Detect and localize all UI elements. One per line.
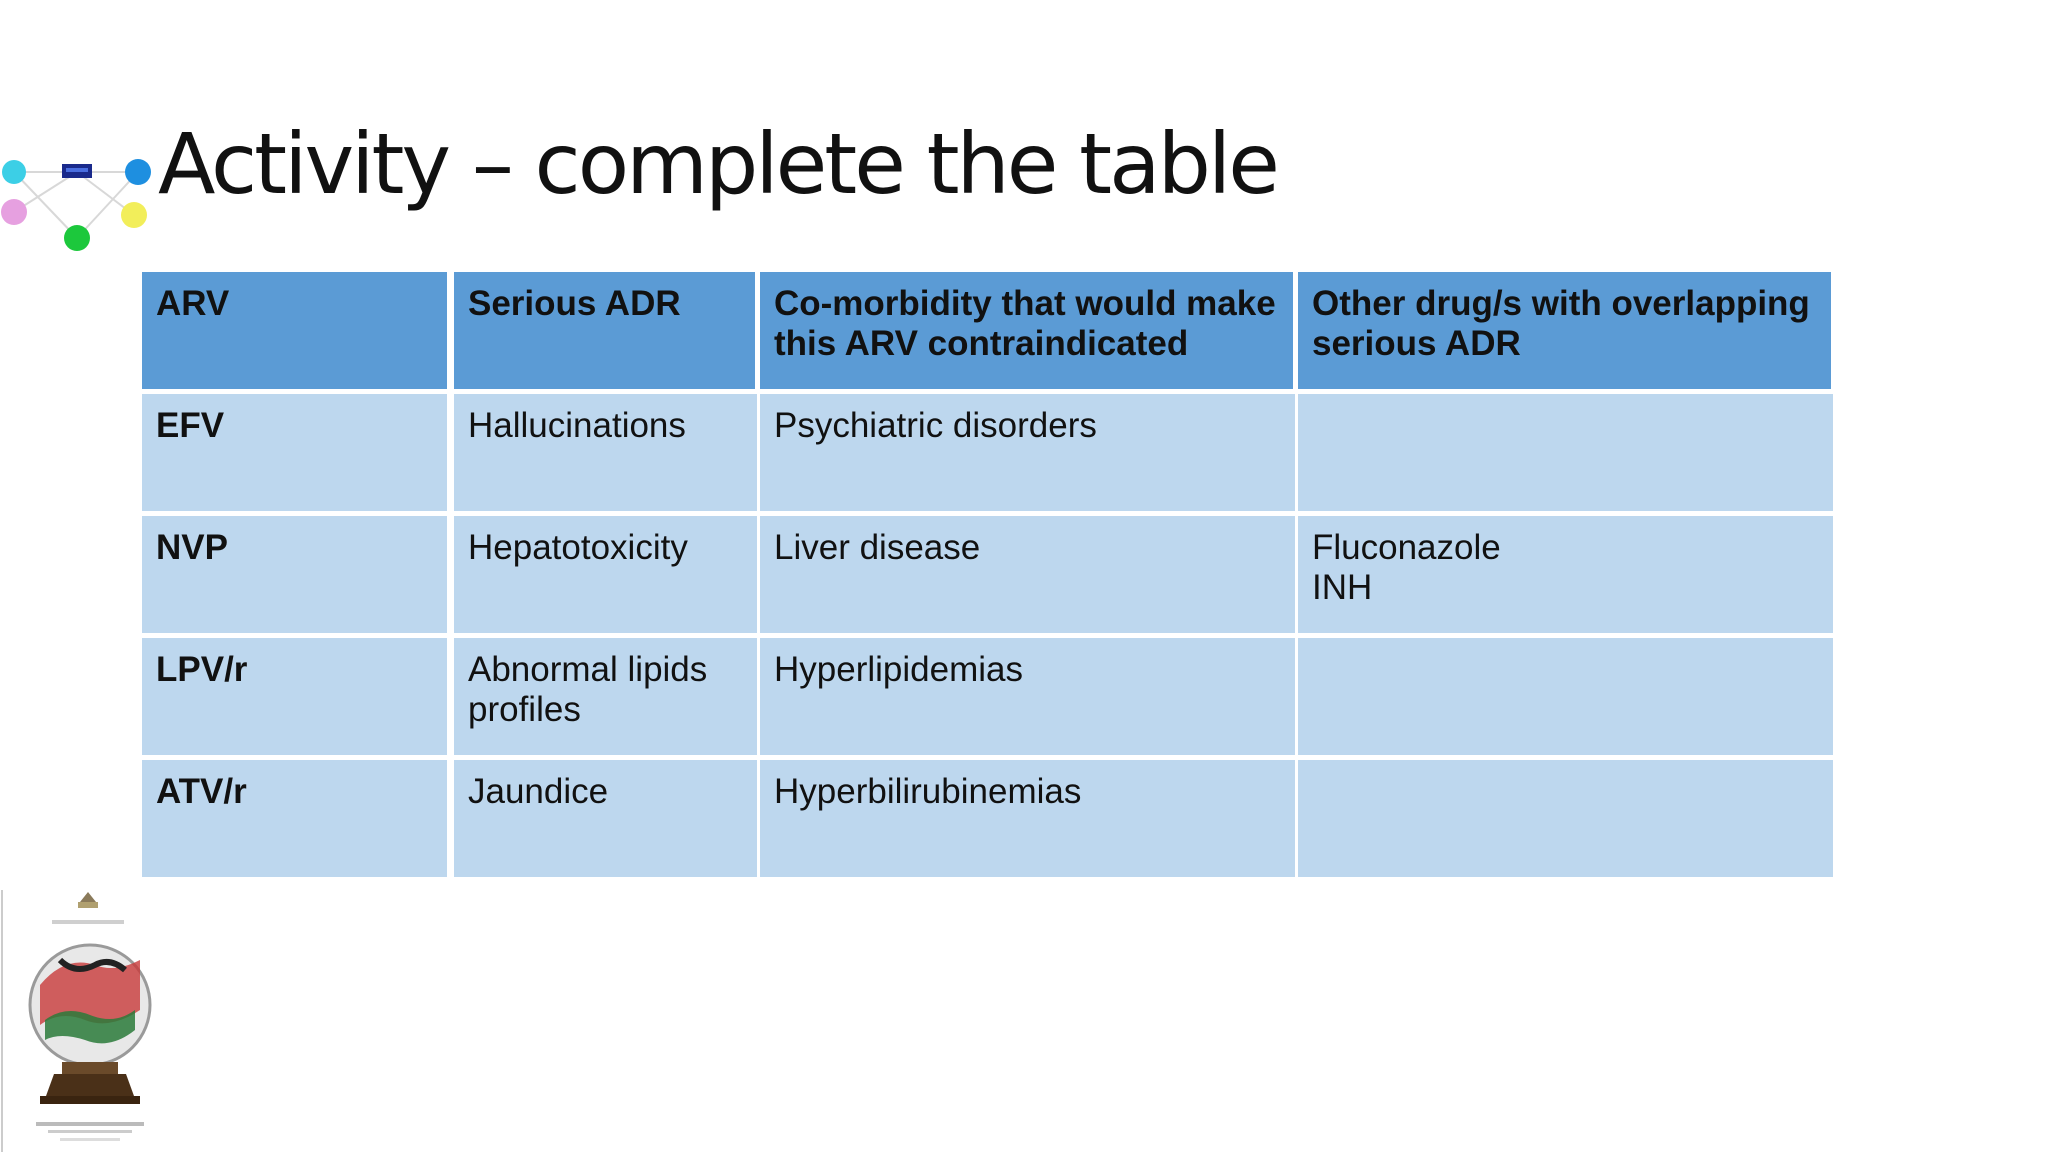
cell-other-drugs: Fluconazole INH [1298,516,1836,638]
cell-arv: EFV [142,394,454,516]
cell-serious-adr: Hallucinations [454,394,760,516]
cell-other-drugs [1298,760,1836,882]
header-arv: ARV [142,272,454,394]
cell-co-morbidity: Hyperbilirubinemias [760,760,1298,882]
slide-title: Activity – complete the table [158,115,1277,213]
cell-serious-adr: Hepatotoxicity [454,516,760,638]
cell-serious-adr: Jaundice [454,760,760,882]
cell-other-drugs [1298,394,1836,516]
table-row [142,516,1836,638]
table-header-row [142,272,1836,394]
cell-co-morbidity: Hyperlipidemias [760,638,1298,760]
table-row [142,638,1836,760]
cell-co-morbidity: Psychiatric disorders [760,394,1298,516]
cell-arv: LPV/r [142,638,454,760]
table-row [142,394,1836,516]
header-co-morbidity: Co-morbidity that would make this ARV contraindicated [760,272,1298,394]
network-diagram-logo [0,150,160,260]
header-serious-adr: Serious ADR [454,272,760,394]
cell-co-morbidity: Liver disease [760,516,1298,638]
globe-emblem-logo [0,890,180,1152]
header-other-drugs: Other drug/s with overlapping serious ADR [1298,272,1836,394]
cell-arv: ATV/r [142,760,454,882]
cell-arv: NVP [142,516,454,638]
adr-table [142,272,1836,882]
table-row [142,760,1836,882]
cell-other-drugs [1298,638,1836,760]
cell-serious-adr: Abnormal lipids profiles [454,638,760,760]
